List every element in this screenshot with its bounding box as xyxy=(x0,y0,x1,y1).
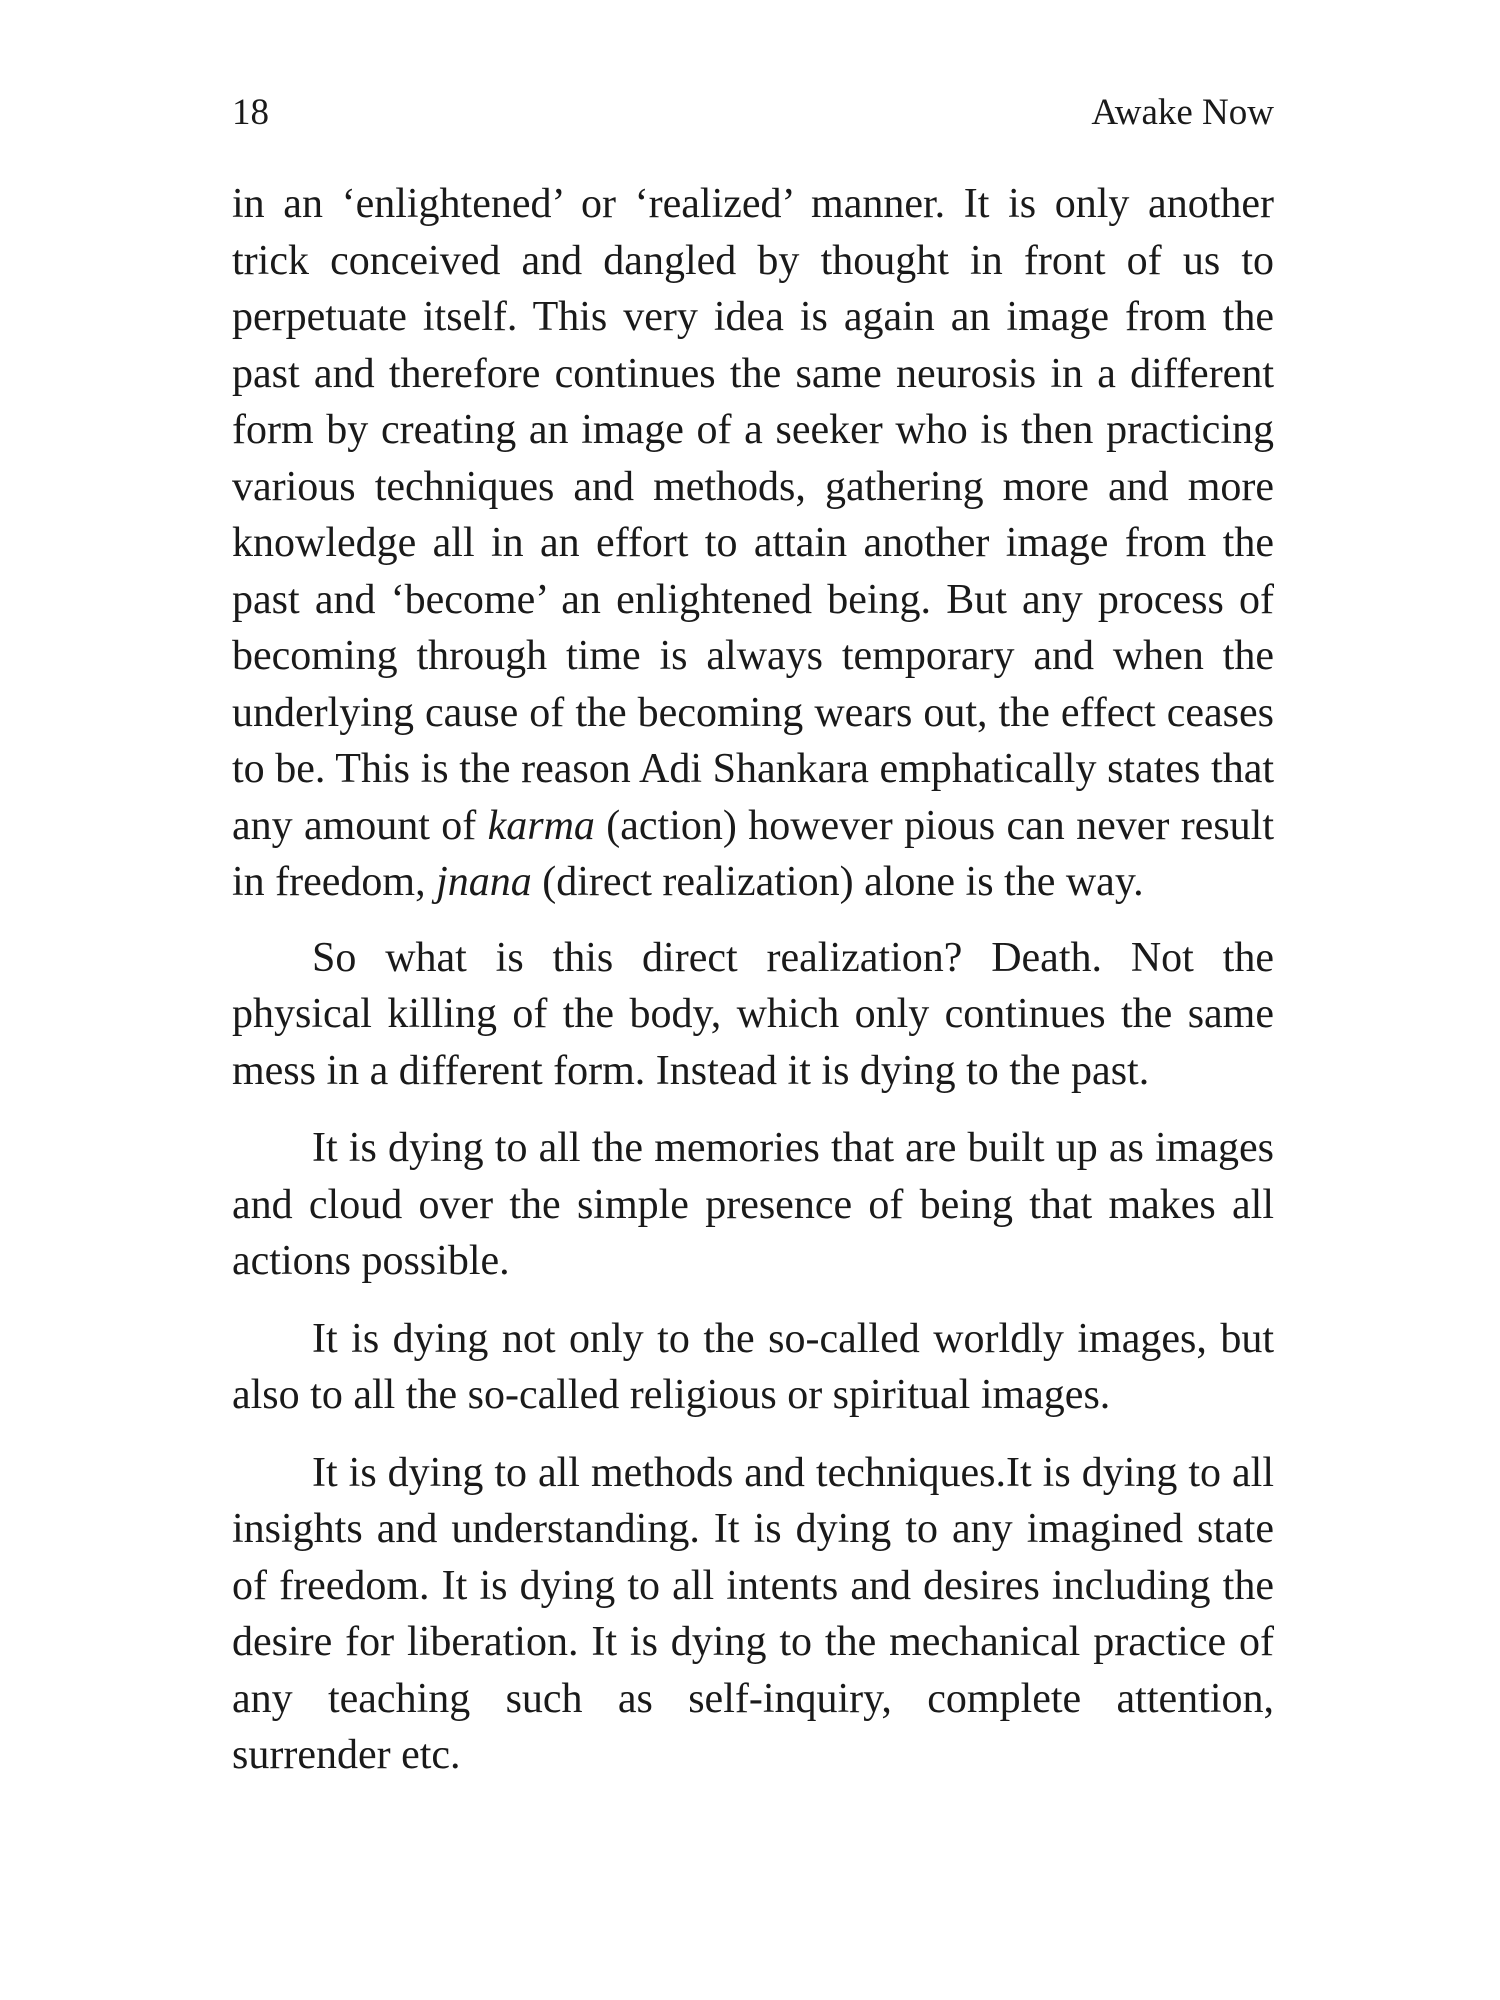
paragraph-1-text-b: (action) however pious can never result in freedom, xyxy=(232,802,1274,905)
book-title: Awake Now xyxy=(1091,92,1274,133)
paragraph-2: So what is this direct realization? Death. Not the physical killing of the body, which only continues the same mess in a different form. Instead it is dying to the past. xyxy=(232,934,1274,1094)
paragraph-1-text-c: (direct realization) alone is the way. xyxy=(531,859,1144,905)
paragraph-5: It is dying to all methods and techniques.It is dying to all insights and understanding. It is dying to any imagined state of freedom. It is dying to all intents and desires including the desire for liberation. It is dying to the mechanical practice of any teaching such as self-inquiry, complete attention, surrender etc. xyxy=(232,1449,1274,1778)
term-jnana: jnana xyxy=(436,859,532,905)
page-number: 18 xyxy=(232,92,269,133)
paragraph-1 xyxy=(232,176,1274,911)
body-text xyxy=(232,176,1274,1805)
paragraph-3: It is dying to all the memories that are built up as images and cloud over the simple presence of being that makes all actions possible. xyxy=(232,1125,1274,1284)
paragraph-4: It is dying not only to the so-called worldly images, but also to all the so-called religious or spiritual images. xyxy=(232,1315,1274,1418)
paragraph-1-text-a: in an ‘enlightened’ or ‘realized’ manner. It is only another trick conceived and dangled by thought in front of us to perpetuate itself. This very idea is again an image from the past and therefore continues the same neurosis in a different form by creating an image of a seeker who is then practicing various techniques and methods, gathering more and more knowledge all in an effort to attain another image from the past and ‘become’ an enlightened being. But any process of becoming through time is always temporary and when the underlying cause of the becoming wears out, the effect ceases to be. This is the reason Adi Shankara emphatically states that any amount of xyxy=(232,181,1274,849)
running-head xyxy=(232,88,1274,138)
term-karma: karma xyxy=(487,802,595,849)
